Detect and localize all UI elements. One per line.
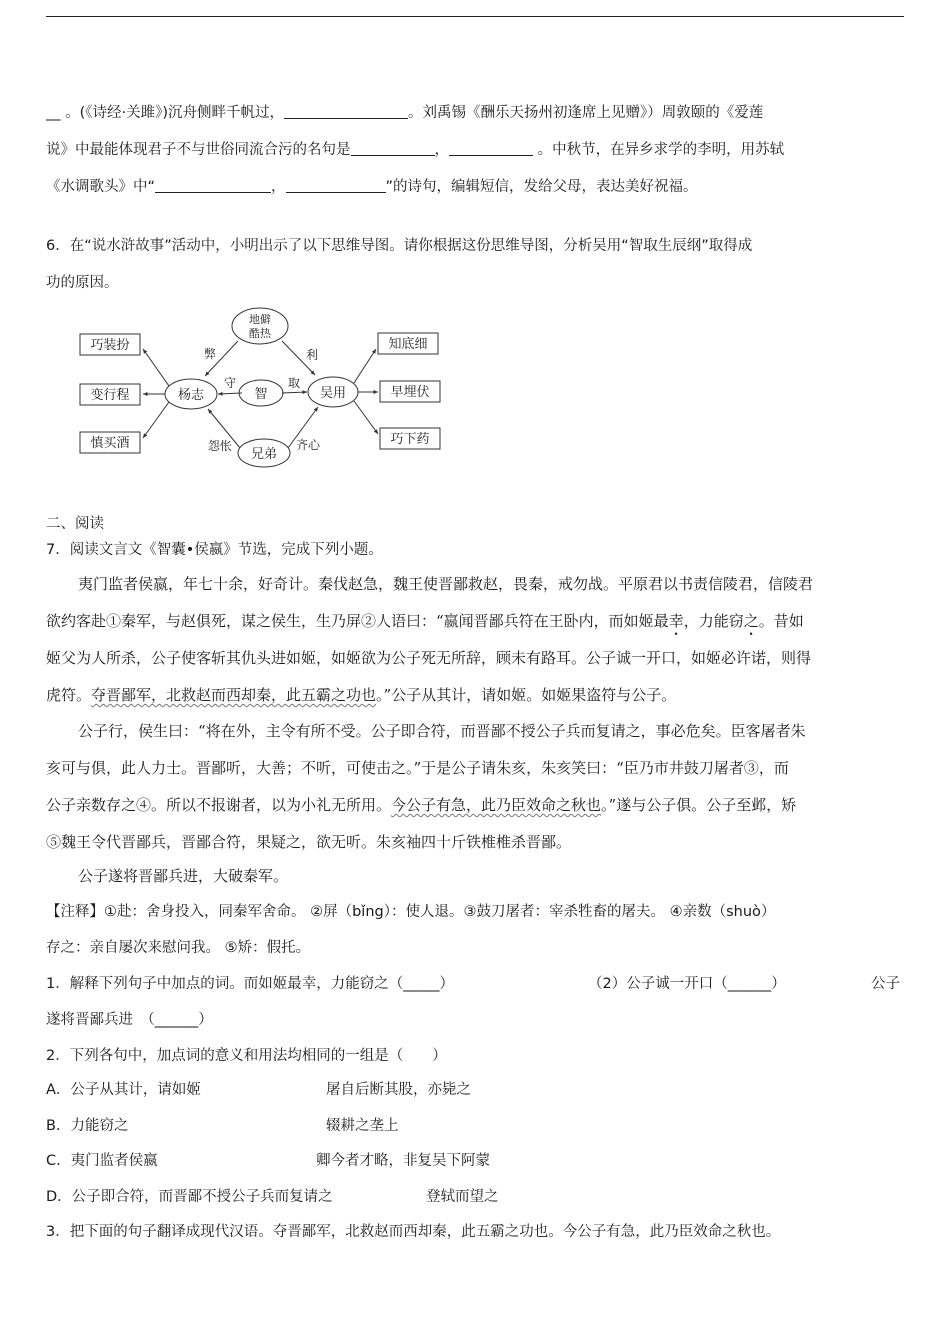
option-c-left: C．夷门监者侯嬴 [46,1153,158,1169]
q1-part-c: 公子 [871,976,900,992]
label-shou: 守 [223,376,237,390]
wavy-underlined-sentence: 夺晋鄙军，北救赵而西却秦，此五霸之功也 [91,686,377,704]
top-rule [46,16,904,17]
passage-text: 欲约客赴①秦军，与赵俱死，谋之侯生，生乃屏②人语曰：“嬴闻晋鄙兵符在王卧内，而如姬最 [46,612,669,630]
passage-p2-line-3 [46,795,904,815]
node-zhi: 智 [254,387,268,402]
dotted-word: 之 [743,612,759,630]
passage-p2-line-1: 公子行，侯生曰：“将在外，主令有所不受。公子即合符，而晋鄙不授公子兵而复请之，事必危矣。臣客屠者朱 [78,722,806,740]
answer-blank[interactable] [286,178,386,193]
option-d-left: D．公子即合符，而晋鄙不授公子兵而复请之 [46,1189,333,1205]
option-b-right: 辍耕之垄上 [326,1118,399,1134]
wavy-underlined-sentence: 今公子有急，此乃臣效命之秋也 [391,796,602,814]
section-heading: 二、阅读 [46,516,104,532]
passage-p1-line-2 [46,611,904,639]
left-box-3: 慎买酒 [90,436,130,451]
right-box-1: 知底细 [388,337,428,352]
answer-blank[interactable] [449,141,533,156]
node-xiongdi: 兄弟 [250,447,278,462]
q5-text-2a: 说》中最能体现君子不与世俗同流合污的名句是 [46,142,351,158]
left-box-2: 变行程 [90,388,130,403]
option-a[interactable] [46,1080,904,1100]
passage-p1-line-1: 夷门监者侯嬴，年七十余，好奇计。秦伐赵急，魏王使晋鄙救赵，畏秦，戒勿战。平原君以书责信陵君，信陵君 [78,575,814,593]
answer-blank[interactable] [351,141,435,156]
option-c-right: 卿今者才略，非复吴下阿蒙 [316,1153,490,1169]
option-d-right: 登轼而望之 [426,1189,499,1205]
label-bi: 弊 [203,347,217,361]
option-a-left: A．公子从其计，请如姬 [46,1082,201,1098]
right-box-2: 早埋伏 [390,385,430,400]
left-box-1: 巧装扮 [90,338,130,353]
passage-text: 。昔如 [758,612,804,630]
option-d[interactable] [46,1187,904,1207]
node-wuyong: 吴用 [319,386,347,401]
option-b[interactable] [46,1116,904,1136]
q3-line: 3．把下面的句子翻译成现代汉语。夺晋鄙军，北救赵而西却秦，此五霸之功也。今公子有急，此乃臣效命之秋也。 [46,1224,781,1240]
passage-p1-line-4 [46,685,904,705]
label-qixin: 齐心 [295,438,321,452]
passage-text: 虎符。 [46,686,92,704]
q6-line-1: 6．在“说水浒故事”活动中，小明出示了以下思维导图。请你根据这份思维导图，分析吴用“智取生辰纲”取得成 [46,238,753,254]
q5-line-1 [46,103,904,123]
q1-line-1 [46,974,904,994]
passage-p1-line-3: 姬父为人所杀，公子使客斩其仇头进如姬，如姬欲为公子死无所辞，顾未有路耳。公子诚一开口，如姬必许诺，则得 [46,649,812,667]
q5-text-2c: 。中秋节，在异乡求学的李明，用苏轼 [533,142,785,158]
q5-line-2 [46,140,904,160]
q6-line-2: 功的原因。 [46,275,119,291]
passage-text: ，力能窃 [683,612,744,630]
option-c[interactable] [46,1151,904,1171]
answer-blank[interactable] [155,178,271,193]
mind-map [70,303,450,473]
passage-text: 。”遂与公子俱。公子至邺，矫 [601,796,797,814]
label-yuanzhang: 怨怅 [207,439,233,453]
node-yangzhi: 杨志 [177,388,205,403]
label-qu: 取 [287,376,301,390]
q5-text-1: __ 。(《诗经·关雎》)沉舟侧畔千帆过， [46,105,285,121]
notes-line-2: 存之：亲自屡次来慰问我。 ⑤矫：假托。 [46,940,311,956]
passage-p2-line-4: ⑤魏王令代晋鄙兵，晋鄙合符，果疑之，欲无听。朱亥袖四十斤铁椎椎杀晋鄙。 [46,833,572,851]
q7-title: 7．阅读文言文《智囊•侯嬴》节选，完成下列小题。 [46,542,383,558]
comma: ， [434,142,449,158]
passage-p2-line-2: 亥可与俱，此人力士。晋鄙听，大善；不听，可使击之。”于是公子请朱亥，朱亥笑曰：“臣乃市井鼓刀屠者③，而 [46,759,789,777]
dotted-word: 幸 [668,612,684,630]
q5-text-3a: 《水调歌头》中“ [46,179,156,195]
answer-blank[interactable] [284,104,408,119]
q5-line-3 [46,177,904,197]
q1-part-a: 1．解释下列句子中加点的词。而如姬最幸，力能窃之（_____） [46,976,454,992]
q2-stem: 2．下列各句中，加点词的意义和用法均相同的一组是（ ） [46,1048,447,1064]
right-box-3: 巧下药 [390,432,430,447]
notes-line-1: 【注释】①赴：舍身投入，同秦军舍命。 ②屏（bǐng）：使人退。③鼓刀屠者：宰杀牲畜的屠夫。 ④亲数（shuò） [46,904,776,920]
q1-line-2: 遂将晋鄙兵进 （______） [46,1012,213,1028]
top-oval-line-1: 地僻 [249,313,271,326]
passage-p3-line-1: 公子遂将晋鄙兵进，大破秦军。 [78,867,289,885]
option-b-left: B．力能窃之 [46,1118,129,1134]
option-a-right: 屠自后断其股，亦毙之 [326,1082,471,1098]
passage-text: 公子亲数存之④。所以不报谢者，以为小礼无所用。 [46,796,392,814]
q1-part-b: （2）公子诚一开口（______） [588,976,786,992]
passage-text: 。”公子从其计，请如姬。如姬果盗符与公子。 [376,686,677,704]
q5-text-1b: 。刘禹锡《酬乐天扬州初逢席上见赠》）周敦颐的《爱莲 [408,105,764,121]
q5-text-3c: ”的诗句，编辑短信，发给父母，表达美好祝福。 [385,179,698,195]
top-oval-line-2: 酷热 [249,327,271,340]
label-li: 利 [305,348,319,362]
comma: ， [271,179,286,195]
